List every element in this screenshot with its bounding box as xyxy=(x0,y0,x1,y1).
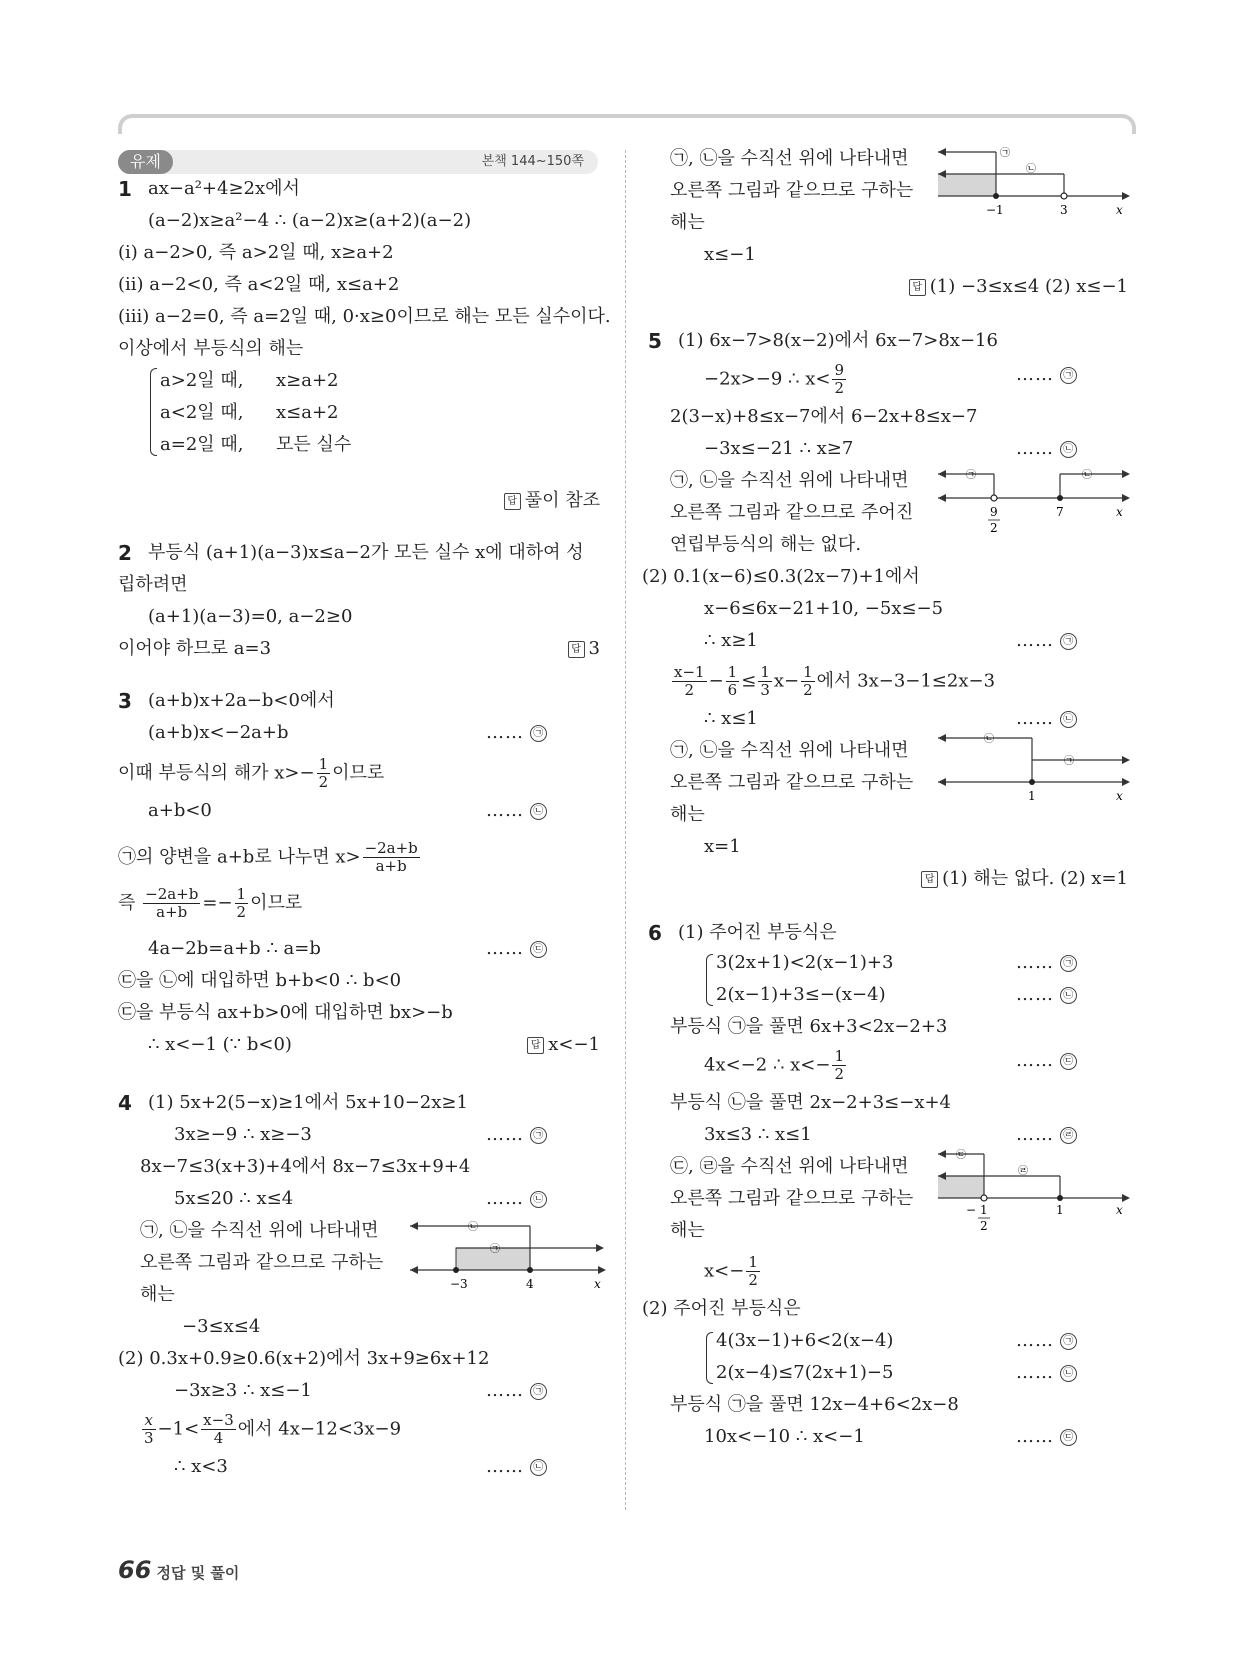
text-line: $\frac{x}{3}$ −1< $\frac{x-3}{4}$ 에서 4x−12<3x−9 xyxy=(144,1411,402,1447)
tick-label: − xyxy=(966,1203,977,1217)
page-number: 66 xyxy=(118,1556,152,1584)
top-border xyxy=(118,114,1136,134)
point-closed xyxy=(993,193,999,199)
brace xyxy=(706,1332,713,1384)
label-ref: …… ㉡ xyxy=(1016,706,1077,732)
brace xyxy=(150,368,157,456)
label-ref: …… ㉣ xyxy=(1016,1122,1077,1148)
case-cond: a=2일 때, xyxy=(160,434,244,455)
text-line: x<− $\frac{1}{2}$ xyxy=(704,1253,758,1289)
label-ref: …… ㉠ xyxy=(1016,628,1077,654)
text-line: (2) 0.1(x−6)≤0.3(2x−7)+1에서 xyxy=(642,566,920,587)
text-line: 4x<−2 ∴ x<− $\frac{1}{2}$ xyxy=(704,1047,844,1083)
case-cond: a<2일 때, xyxy=(160,402,244,423)
text-line: 이어야 하므로 a=3 xyxy=(118,638,272,659)
page-footer xyxy=(118,1556,239,1584)
ray-label: ㉡ xyxy=(1026,164,1036,175)
arrow-left xyxy=(938,470,946,478)
text-line: 3x≥−9 ∴ x≥−3 xyxy=(174,1124,312,1145)
ray-label: ㉣ xyxy=(1018,1166,1028,1177)
label-ref: …… ㉡ xyxy=(486,1454,547,1480)
section-header xyxy=(118,150,598,174)
tick-label: 2 xyxy=(990,521,998,535)
text-line: 5x≤20 ∴ x≤4 xyxy=(174,1188,294,1209)
text-line: 2(3−x)+8≤x−7에서 6−2x+8≤x−7 xyxy=(670,406,978,427)
label-ref: …… ㉠ xyxy=(1016,950,1077,976)
text-line: (a−2)x≥a²−4 ∴ (a−2)x≥(a+2)(a−2) xyxy=(148,210,472,231)
answer: 답 x<−1 xyxy=(527,1032,600,1058)
axis-label: x xyxy=(1116,505,1123,519)
text-line: 3(2x+1)<2(x−1)+3 xyxy=(716,952,894,973)
axis-label: x xyxy=(1116,1203,1123,1217)
text-line: −3x≥3 ∴ x≤−1 xyxy=(174,1380,312,1401)
point-open xyxy=(981,1195,987,1201)
tick-label: −3 xyxy=(450,1277,468,1291)
text-line: x−6≤6x−21+10, −5x≤−5 xyxy=(704,598,944,619)
answer: 답 풀이 참조 xyxy=(504,488,600,514)
tick-label: −1 xyxy=(986,203,1004,217)
number-line-figure xyxy=(936,728,1132,808)
case-result: 모든 실수 xyxy=(276,434,352,455)
problem-number: 2 xyxy=(118,541,132,565)
text-line: (1) 5x+2(5−x)≥1에서 5x+10−2x≥1 xyxy=(148,1092,468,1113)
axis-label: x xyxy=(594,1277,601,1291)
point-open xyxy=(991,495,997,501)
page-reference: 본책 144~150쪽 xyxy=(481,154,584,169)
text-line: (1) 6x−7>8(x−2)에서 6x−7>8x−16 xyxy=(678,330,998,351)
text-line: (a+b)x<−2a+b xyxy=(148,722,289,743)
problem-number: 3 xyxy=(118,689,132,713)
case-cond: a>2일 때, xyxy=(160,370,244,391)
text-line: 부등식 ㉠을 풀면 12x−4+6<2x−8 xyxy=(670,1394,959,1415)
text-line: ∴ x≤1 xyxy=(704,708,758,729)
text-line: x≤−1 xyxy=(704,244,756,265)
number-line-figure xyxy=(936,1144,1132,1230)
arrow-left xyxy=(938,1150,946,1158)
tick-label: 1 xyxy=(1028,789,1036,803)
text-line: ㉠, ㉡을 수직선 위에 나타내면 xyxy=(670,470,909,491)
point-open xyxy=(1061,193,1067,199)
text-line: 즉 $\frac{-2a+b}{a+b}$ =− $\frac{1}{2}$ 이므로 xyxy=(118,885,303,921)
tick-label: 4 xyxy=(526,1277,534,1291)
ray-label: ㉡ xyxy=(984,734,994,745)
text-line: $\frac{x-1}{2}$ − $\frac{1}{6}$ ≤ $\frac{1}{3}$ x− $\frac{1}{2}$ 에서 3x−3−1≤2x−3 xyxy=(674,663,996,699)
text-line: 오른쪽 그림과 같으므로 주어진 xyxy=(670,502,914,523)
point-closed xyxy=(1057,1195,1063,1201)
tick-label: 7 xyxy=(1056,505,1064,519)
label-ref: …… ㉡ xyxy=(1016,982,1077,1008)
text-line: ㉢을 부등식 ax+b>0에 대입하면 bx>−b xyxy=(118,1002,453,1023)
text-line: 오른쪽 그림과 같으므로 구하는 xyxy=(140,1252,384,1273)
label-ref: …… ㉢ xyxy=(1016,1424,1077,1450)
problem-number: 4 xyxy=(118,1091,132,1115)
text-line: ax−a²+4≥2x에서 xyxy=(148,178,300,199)
text-line: 부등식 (a+1)(a−3)x≤a−2가 모든 실수 x에 대하여 성 xyxy=(148,542,584,563)
answer-icon: 답 xyxy=(921,871,938,888)
section-tag: 유제 xyxy=(118,150,173,174)
label-ref: …… ㉡ xyxy=(486,798,547,824)
answer: 답 (1) 해는 없다. (2) x=1 xyxy=(921,866,1128,892)
text-line: (a+b)x+2a−b<0에서 xyxy=(148,690,335,711)
text-line: ㉠, ㉡을 수직선 위에 나타내면 xyxy=(670,148,909,169)
text-line: 해는 xyxy=(140,1284,175,1305)
text-line: a+b<0 xyxy=(148,800,212,821)
arrow-left xyxy=(410,1222,418,1230)
label-ref: …… ㉢ xyxy=(486,936,547,962)
problem-number: 5 xyxy=(648,329,662,353)
text-line: 3x≤3 ∴ x≤1 xyxy=(704,1124,812,1145)
tick-label: 2 xyxy=(980,1219,988,1230)
text-line: (2) 주어진 부등식은 xyxy=(642,1298,801,1319)
label-ref: …… ㉡ xyxy=(1016,436,1077,462)
answer-icon: 답 xyxy=(568,641,585,658)
axis-arrow-right xyxy=(1122,494,1130,502)
text-line: 4(3x−1)+6<2(x−4) xyxy=(716,1330,894,1351)
text-line: (2) 0.3x+0.9≥0.6(x+2)에서 3x+9≥6x+12 xyxy=(118,1348,490,1369)
text-line: (1) 주어진 부등식은 xyxy=(678,922,837,943)
text-line: (a+1)(a−3)=0, a−2≥0 xyxy=(148,606,353,627)
text-line: 오른쪽 그림과 같으므로 구하는 xyxy=(670,1188,914,1209)
text-line: ㉠의 양변을 a+b로 나누면 x> $\frac{-2a+b}{a+b}$ xyxy=(118,839,418,875)
arrow-right xyxy=(596,1244,604,1252)
text-line: −2x>−9 ∴ x< $\frac{9}{2}$ xyxy=(704,361,844,397)
text-line: 립하려면 xyxy=(118,574,188,595)
footer-title: 정답 및 풀이 xyxy=(156,1564,240,1582)
label-ref: …… ㉡ xyxy=(486,1186,547,1212)
answer: 답 3 xyxy=(568,636,600,662)
answer-icon: 답 xyxy=(527,1037,544,1054)
arrow-right xyxy=(1122,756,1130,764)
column-divider xyxy=(625,150,626,1510)
text-line: ㉠, ㉡을 수직선 위에 나타내면 xyxy=(670,740,909,761)
text-line: ∴ x<3 xyxy=(174,1456,228,1477)
problem-number: 1 xyxy=(118,177,132,201)
text-line: 오른쪽 그림과 같으므로 구하는 xyxy=(670,772,914,793)
number-line-figure xyxy=(936,464,1132,548)
tick-label: 1 xyxy=(1056,1203,1064,1217)
axis-arrow-left xyxy=(410,1266,418,1274)
tick-label: 1 xyxy=(980,1203,988,1217)
text-line: −3x≤−21 ∴ x≥7 xyxy=(704,438,854,459)
text-line: 10x<−10 ∴ x<−1 xyxy=(704,1426,865,1447)
text-line: 8x−7≤3(x+3)+4에서 8x−7≤3x+9+4 xyxy=(140,1156,471,1177)
text-line: ∴ x≥1 xyxy=(704,630,758,651)
ray-label: ㉡ xyxy=(468,1222,478,1233)
axis-arrow-right xyxy=(598,1266,606,1274)
point-closed xyxy=(527,1267,533,1273)
text-line: ㉠, ㉡을 수직선 위에 나타내면 xyxy=(140,1220,379,1241)
text-line: 이상에서 부등식의 해는 xyxy=(118,338,304,359)
label-ref: …… ㉠ xyxy=(486,1378,547,1404)
axis-label: x xyxy=(1116,789,1123,803)
text-line: −3≤x≤4 xyxy=(182,1316,261,1337)
axis-label: x xyxy=(1116,203,1123,217)
problem-number: 6 xyxy=(648,921,662,945)
label-ref: …… ㉢ xyxy=(1016,1048,1077,1074)
text-line: 해는 xyxy=(670,212,705,233)
label-ref: …… ㉠ xyxy=(1016,1328,1077,1354)
text-line: x=1 xyxy=(704,836,741,857)
point-closed xyxy=(1057,495,1063,501)
number-line-figure xyxy=(936,142,1132,218)
text-line: ㉢, ㉣을 수직선 위에 나타내면 xyxy=(670,1156,909,1177)
answer: 답 (1) −3≤x≤4 (2) x≤−1 xyxy=(909,274,1128,300)
answer-icon: 답 xyxy=(909,279,926,296)
axis-arrow-right xyxy=(1122,192,1130,200)
text-line: 부등식 ㉠을 풀면 6x+3<2x−2+3 xyxy=(670,1016,948,1037)
point-closed xyxy=(453,1267,459,1273)
ray-label: ㉠ xyxy=(1000,148,1010,159)
case-result: x≥a+2 xyxy=(276,370,339,391)
axis-arrow-right xyxy=(1122,778,1130,786)
arrow-left xyxy=(938,148,946,156)
case-result: x≤a+2 xyxy=(276,402,339,423)
solution-region xyxy=(938,174,996,196)
tick-label: 3 xyxy=(1060,203,1068,217)
tick-label: 9 xyxy=(990,505,998,519)
text-line: 이때 부등식의 해가 x>− $\frac{1}{2}$ 이므로 xyxy=(118,755,385,791)
text-line: 오른쪽 그림과 같으므로 구하는 xyxy=(670,180,914,201)
text-line: ∴ x<−1 (∵ b<0) xyxy=(148,1034,292,1055)
ray-label: ㉠ xyxy=(490,1244,500,1255)
text-line: 부등식 ㉡을 풀면 2x−2+3≤−x+4 xyxy=(670,1092,952,1113)
number-line-figure xyxy=(408,1216,608,1292)
text-line: (ⅱ) a−2<0, 즉 a<2일 때, x≤a+2 xyxy=(118,274,400,295)
label-ref: …… ㉠ xyxy=(486,720,547,746)
brace xyxy=(706,954,713,1006)
text-line: 4a−2b=a+b ∴ a=b xyxy=(148,938,321,959)
text-line: (ⅲ) a−2=0, 즉 a=2일 때, 0·x≥0이므로 해는 모든 실수이다. xyxy=(118,306,611,327)
ray-label: ㉠ xyxy=(966,470,976,481)
arrow-left xyxy=(938,734,946,742)
ray-label: ㉠ xyxy=(1064,756,1074,767)
label-ref: …… ㉠ xyxy=(486,1122,547,1148)
text-line: 해는 xyxy=(670,1220,705,1241)
answer-icon: 답 xyxy=(504,493,521,510)
label-ref: …… ㉡ xyxy=(1016,1360,1077,1386)
ray-label: ㉡ xyxy=(1082,470,1092,481)
text-line: 해는 xyxy=(670,804,705,825)
axis-arrow-right xyxy=(1122,1194,1130,1202)
axis-arrow-left xyxy=(938,778,946,786)
text-line: 연립부등식의 해는 없다. xyxy=(670,534,862,555)
text-line: ㉢을 ㉡에 대입하면 b+b<0 ∴ b<0 xyxy=(118,970,402,991)
axis-arrow-left xyxy=(938,494,946,502)
text-line: 2(x−1)+3≤−(x−4) xyxy=(716,984,886,1005)
text-line: (ⅰ) a−2>0, 즉 a>2일 때, x≥a+2 xyxy=(118,242,394,263)
point-closed xyxy=(1029,779,1035,785)
arrow-right xyxy=(1122,470,1130,478)
label-ref: …… ㉠ xyxy=(1016,362,1077,388)
text-line: 2(x−4)≤7(2x+1)−5 xyxy=(716,1362,894,1383)
ray-label: ㉢ xyxy=(956,1150,966,1161)
